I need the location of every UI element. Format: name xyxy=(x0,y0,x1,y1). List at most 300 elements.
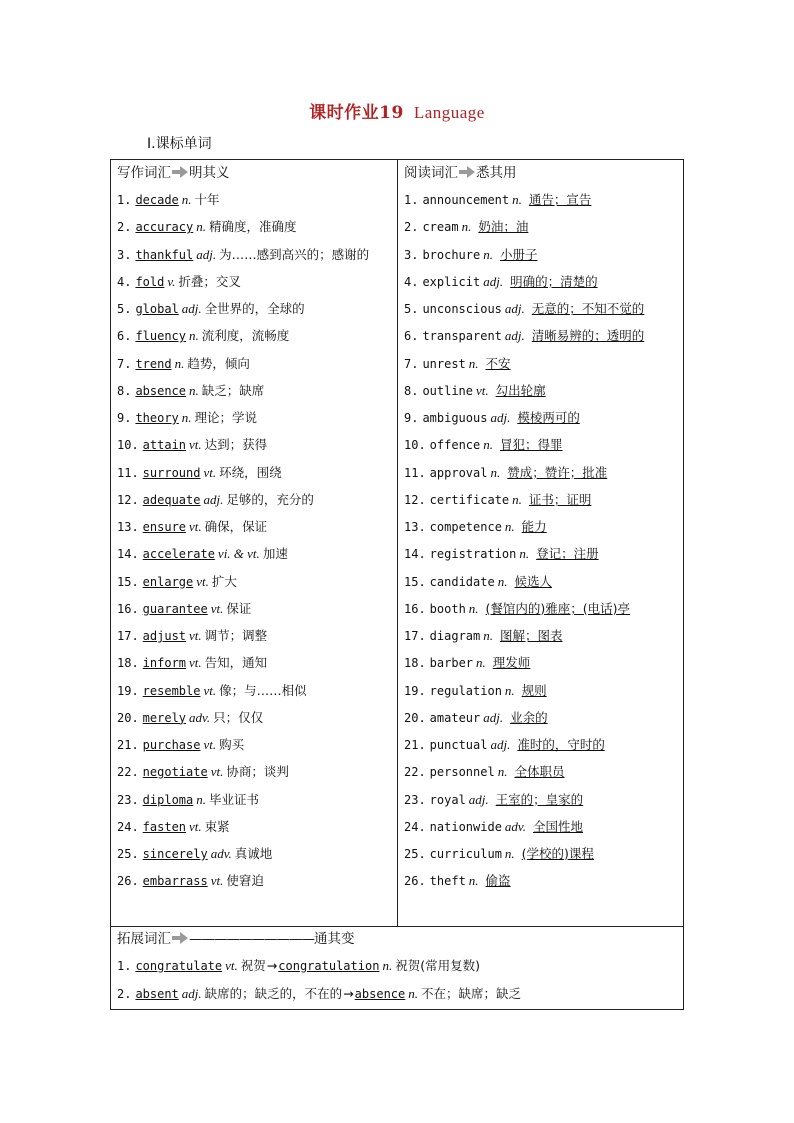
item-number: 15. xyxy=(404,574,426,589)
item-number: 2. xyxy=(404,220,419,235)
list-item xyxy=(117,731,393,758)
word-meaning: 理论；学说 xyxy=(194,410,258,425)
part-of-speech: n. xyxy=(196,791,206,807)
item-number: 2. xyxy=(117,987,132,1001)
section-heading: Ⅰ.课标单词 xyxy=(147,136,212,152)
part-of-speech: n. xyxy=(483,246,493,262)
part-of-speech: v. xyxy=(167,273,176,289)
word-meaning: 登记；注册 xyxy=(536,546,599,562)
part-of-speech: n. xyxy=(504,682,515,698)
word-meaning: 能力 xyxy=(521,519,547,534)
header-label: 拓展词汇 xyxy=(117,931,171,947)
part-of-speech: n. xyxy=(174,355,185,371)
title-sub: Language xyxy=(413,103,485,122)
part-of-speech: n. xyxy=(483,628,493,643)
word-meaning: 准时的，守时的 xyxy=(517,737,605,752)
vocab-word: ambiguous xyxy=(422,411,488,425)
vocab-word: curriculum xyxy=(429,847,502,861)
word-meaning: 告知，通知 xyxy=(204,655,268,671)
header-label: 阅读词汇 xyxy=(404,165,458,181)
item-number: 19. xyxy=(117,683,139,698)
part-of-speech: n. xyxy=(497,764,508,780)
item-number: 6. xyxy=(404,329,419,344)
item-number: 1. xyxy=(404,193,419,207)
part-of-speech: vt. xyxy=(210,764,224,780)
extension-vocab-header xyxy=(117,926,677,952)
vocab-word: diploma xyxy=(142,792,194,807)
item-number: 1. xyxy=(117,193,132,207)
vocab-word: thankful xyxy=(135,247,194,262)
part-of-speech: adj. xyxy=(483,273,504,289)
word-meaning: 加速 xyxy=(262,546,288,562)
part-of-speech: n. xyxy=(476,655,486,671)
vocab-word: cream xyxy=(422,220,459,235)
word-meaning: 协商；谈判 xyxy=(226,764,289,780)
part-of-speech: vt. xyxy=(476,382,489,398)
vocab-word: royal xyxy=(429,792,466,807)
list-item xyxy=(404,731,680,758)
list-item xyxy=(117,677,393,704)
word-meaning: 使窘迫 xyxy=(226,873,264,889)
vocab-word: purchase xyxy=(142,738,201,752)
word-meaning: 全国性地 xyxy=(532,818,583,834)
vocab-word: negotiate xyxy=(142,765,208,780)
item-number: 13. xyxy=(117,520,139,534)
item-number: 8. xyxy=(404,383,419,398)
list-item xyxy=(117,404,393,431)
word-meaning: 通告；宣告 xyxy=(528,192,592,207)
item-number: 12. xyxy=(404,492,426,507)
word-meaning: 折叠；交叉 xyxy=(178,273,241,289)
part-of-speech: n. xyxy=(468,600,479,616)
vocab-word: ensure xyxy=(142,520,187,534)
part-of-speech: adj. xyxy=(468,791,489,807)
vocab-word: inform xyxy=(142,656,187,671)
item-number: 19. xyxy=(404,683,426,698)
part-of-speech: n. xyxy=(512,192,522,207)
vocab-word: diagram xyxy=(429,629,481,643)
vocab-word: unconscious xyxy=(422,302,502,316)
part-of-speech: adj. xyxy=(490,737,511,752)
word-meaning: 图解；图表 xyxy=(500,628,563,643)
part-of-speech: n. xyxy=(181,410,192,425)
vocab-word: guarantee xyxy=(142,601,208,616)
arrow-right-icon: → xyxy=(343,986,354,1001)
item-number: 20. xyxy=(117,710,139,725)
arrow-right-icon xyxy=(459,166,475,178)
list-item xyxy=(117,622,393,649)
list-item xyxy=(117,268,393,295)
list-item xyxy=(117,459,393,486)
item-number: 23. xyxy=(117,792,139,807)
word-meaning: 确保，保证 xyxy=(204,519,268,534)
part-of-speech: adj. xyxy=(504,328,525,344)
word-meaning: 明确的；清楚的 xyxy=(510,273,598,289)
list-item xyxy=(117,952,677,980)
part-of-speech: n. xyxy=(408,986,418,1001)
vocab-word: fold xyxy=(135,274,165,289)
item-number: 14. xyxy=(404,547,426,562)
vocab-word: outline xyxy=(422,383,474,398)
part-of-speech: n. xyxy=(504,846,515,861)
list-item xyxy=(404,568,680,595)
part-of-speech: adj. xyxy=(203,491,224,507)
list-item xyxy=(404,322,680,349)
item-number: 5. xyxy=(404,302,419,316)
vocab-word: approval xyxy=(429,465,488,480)
word-meaning: 真诚地 xyxy=(234,846,273,861)
word-meaning: 全世界的，全球的 xyxy=(204,301,305,316)
reading-vocab-column xyxy=(404,160,680,895)
list-item xyxy=(404,813,680,840)
word-meaning: 小册子 xyxy=(499,246,538,262)
part-of-speech: vt. xyxy=(189,519,202,534)
item-number: 3. xyxy=(404,247,419,262)
vocab-word: personnel xyxy=(429,765,495,780)
list-item xyxy=(404,213,680,240)
word-meaning: 清晰易辨的；透明的 xyxy=(531,328,645,344)
list-item xyxy=(404,377,680,404)
word-meaning: 证书；证明 xyxy=(528,491,592,507)
part-of-speech: adv. xyxy=(189,709,211,725)
list-item xyxy=(404,241,680,268)
part-of-speech: n. xyxy=(181,192,192,207)
list-item xyxy=(117,540,393,567)
vocab-word: enlarge xyxy=(142,574,194,589)
part-of-speech: n. xyxy=(504,519,515,534)
vocab-word: fluency xyxy=(135,329,187,344)
list-item xyxy=(117,377,393,404)
vocab-word: competence xyxy=(429,520,502,534)
page-title xyxy=(0,98,794,123)
item-number: 4. xyxy=(117,274,132,289)
word-meaning: 王室的；皇家的 xyxy=(495,791,584,807)
part-of-speech: n. xyxy=(196,219,206,235)
word-meaning: 候选人 xyxy=(514,573,552,589)
column-divider xyxy=(397,160,398,926)
vocab-word: absence xyxy=(135,383,187,398)
vocab-word: candidate xyxy=(429,574,495,589)
header-label: 明其义 xyxy=(189,165,230,181)
part-of-speech: n. xyxy=(468,355,479,371)
list-item xyxy=(117,431,393,458)
part-of-speech: vt. xyxy=(210,600,224,616)
word-meaning: 不在；缺席；缺乏 xyxy=(421,986,522,1001)
vocab-word: regulation xyxy=(429,683,502,698)
item-number: 22. xyxy=(404,765,426,780)
item-number: 21. xyxy=(404,738,426,752)
part-of-speech: adj. xyxy=(181,301,202,316)
part-of-speech: n. xyxy=(519,546,530,562)
item-number: 4. xyxy=(404,274,419,289)
list-item xyxy=(117,486,393,513)
writing-vocab-header xyxy=(117,160,393,186)
word-meaning: 只；仅仅 xyxy=(213,709,264,725)
word-meaning: 理发师 xyxy=(492,655,531,671)
item-number: 11. xyxy=(117,465,139,480)
item-number: 9. xyxy=(404,411,419,425)
part-of-speech: adv. xyxy=(210,846,232,861)
list-item xyxy=(404,540,680,567)
word-meaning: 为……感到高兴的；感谢的 xyxy=(219,246,370,262)
list-item xyxy=(404,649,680,676)
vocab-word: surround xyxy=(142,465,201,480)
word-meaning: 调节；调整 xyxy=(204,628,268,643)
word-meaning: 缺乏；缺席 xyxy=(201,382,265,398)
part-of-speech: vt. xyxy=(203,464,217,480)
list-item xyxy=(404,622,680,649)
writing-vocab-column xyxy=(117,160,393,895)
part-of-speech: vt. xyxy=(189,818,202,834)
item-number: 2. xyxy=(117,220,132,235)
list-item xyxy=(117,295,393,322)
word-meaning: 规则 xyxy=(521,682,547,698)
part-of-speech: n. xyxy=(189,328,199,344)
extension-vocab-section xyxy=(117,926,677,1008)
list-item xyxy=(117,322,393,349)
part-of-speech: vt. xyxy=(210,873,224,889)
vocab-word: amateur xyxy=(429,710,481,725)
word-meaning: 像；与……相似 xyxy=(219,682,307,698)
word-meaning: 趋势，倾向 xyxy=(187,355,250,371)
word-meaning: 束紧 xyxy=(204,818,230,834)
word-meaning: 业余的 xyxy=(510,709,548,725)
list-item xyxy=(117,568,393,595)
word-meaning: 扩大 xyxy=(211,573,237,589)
part-of-speech: n. xyxy=(490,464,501,480)
word-meaning: 冒犯；得罪 xyxy=(500,437,563,453)
item-number: 26. xyxy=(404,874,426,889)
item-number: 24. xyxy=(117,819,139,834)
word-meaning: 祝贺(常用复数) xyxy=(395,958,480,973)
vocab-word: theft xyxy=(429,874,466,889)
list-item xyxy=(404,786,680,813)
word-meaning: 环绕，围绕 xyxy=(219,464,282,480)
list-item xyxy=(117,595,393,622)
item-number: 26. xyxy=(117,874,139,889)
part-of-speech: vt. xyxy=(225,958,238,973)
part-of-speech: n. xyxy=(483,437,493,453)
word-meaning: 保证 xyxy=(226,600,252,616)
list-item xyxy=(404,486,680,513)
word-meaning: 奶油；油 xyxy=(478,219,529,235)
vocab-word: resemble xyxy=(142,683,201,698)
header-label: 通其变 xyxy=(314,931,355,947)
word-meaning: 不安 xyxy=(485,355,511,371)
part-of-speech: vt. xyxy=(203,737,217,752)
vocab-table xyxy=(110,159,684,1010)
item-number: 17. xyxy=(117,629,139,643)
list-item xyxy=(117,186,393,213)
list-item xyxy=(404,513,680,540)
item-number: 14. xyxy=(117,547,139,562)
part-of-speech: n. xyxy=(189,382,199,398)
item-number: 5. xyxy=(117,302,132,316)
list-item xyxy=(117,513,393,540)
word-meaning: 足够的，充分的 xyxy=(226,491,314,507)
vocab-word: brochure xyxy=(422,247,481,262)
word-meaning: 无意的；不知不觉的 xyxy=(531,301,645,316)
vocab-word: merely xyxy=(142,710,187,725)
header-label: 写作词汇 xyxy=(117,165,171,181)
list-item xyxy=(404,295,680,322)
list-item xyxy=(117,350,393,377)
list-item xyxy=(404,677,680,704)
reading-vocab-header xyxy=(404,160,680,186)
list-item xyxy=(117,241,393,268)
list-item xyxy=(404,459,680,486)
header-blank: —————————— xyxy=(189,931,314,947)
vocab-word: accelerate xyxy=(142,547,215,562)
vocab-word: decade xyxy=(135,193,179,207)
item-number: 3. xyxy=(117,247,132,262)
vocab-word: congratulate xyxy=(135,959,223,973)
vocab-word: absent xyxy=(135,987,179,1001)
word-meaning: 赞成；赞许；批准 xyxy=(507,464,608,480)
list-item xyxy=(404,840,680,867)
part-of-speech: vt. xyxy=(189,437,202,453)
part-of-speech: adj. xyxy=(196,246,217,262)
item-number: 25. xyxy=(404,847,426,861)
word-meaning: 全体职员 xyxy=(514,764,565,780)
list-item xyxy=(117,786,393,813)
vocab-word: adjust xyxy=(142,629,187,643)
item-number: 21. xyxy=(117,738,139,752)
vocab-word: transparent xyxy=(422,329,502,344)
part-of-speech: n. xyxy=(497,573,508,589)
vocab-word: booth xyxy=(429,601,466,616)
vocab-word: announcement xyxy=(422,193,510,207)
word-meaning: 毕业证书 xyxy=(209,791,260,807)
arrow-right-icon: → xyxy=(266,958,278,973)
item-number: 24. xyxy=(404,819,426,834)
item-number: 12. xyxy=(117,492,139,507)
word-meaning: (学校的)课程 xyxy=(521,846,594,861)
word-meaning: 祝贺 xyxy=(240,958,266,973)
vocab-word: explicit xyxy=(422,274,481,289)
part-of-speech: n. xyxy=(512,491,522,507)
derived-word: absence xyxy=(354,987,406,1001)
part-of-speech: n. xyxy=(382,958,393,973)
vocab-word: accuracy xyxy=(135,220,194,235)
list-item xyxy=(404,186,680,213)
list-item xyxy=(404,867,680,894)
part-of-speech: vt. xyxy=(189,628,202,643)
item-number: 17. xyxy=(404,629,426,643)
word-meaning: 模棱两可的 xyxy=(517,410,580,425)
list-item xyxy=(404,404,680,431)
arrow-right-icon xyxy=(172,166,188,178)
word-meaning: 偷盗 xyxy=(485,873,511,889)
part-of-speech: adj. xyxy=(483,709,504,725)
item-number: 16. xyxy=(404,601,426,616)
vocab-word: global xyxy=(135,302,179,316)
item-number: 18. xyxy=(117,656,139,671)
item-number: 10. xyxy=(117,438,139,453)
part-of-speech: adj. xyxy=(504,301,525,316)
vocab-word: embarrass xyxy=(142,874,208,889)
vocab-word: unrest xyxy=(422,356,466,371)
arrow-right-icon xyxy=(172,932,188,944)
vocab-word: offence xyxy=(429,438,481,453)
part-of-speech: vt. xyxy=(189,655,202,671)
vocab-word: punctual xyxy=(429,738,488,752)
word-meaning: (餐馆内的)雅座；(电话)亭 xyxy=(485,600,631,616)
list-item xyxy=(404,350,680,377)
derived-word: congratulation xyxy=(278,959,380,973)
item-number: 10. xyxy=(404,438,426,453)
vocab-word: trend xyxy=(135,356,172,371)
title-main: 课时作业19 xyxy=(309,103,404,123)
item-number: 18. xyxy=(404,656,426,671)
vocab-word: barber xyxy=(429,656,474,671)
word-meaning: 购买 xyxy=(219,737,245,752)
item-number: 9. xyxy=(117,411,132,425)
item-number: 13. xyxy=(404,520,426,534)
item-number: 15. xyxy=(117,574,139,589)
word-meaning: 缺席的；缺乏的，不在的 xyxy=(204,986,343,1001)
word-meaning: 精确度，准确度 xyxy=(208,219,297,235)
item-number: 6. xyxy=(117,329,132,344)
item-number: 22. xyxy=(117,765,139,780)
list-item xyxy=(117,704,393,731)
vocab-word: nationwide xyxy=(429,819,502,834)
list-item xyxy=(404,595,680,622)
list-item xyxy=(404,758,680,785)
list-item xyxy=(404,268,680,295)
vocab-word: attain xyxy=(142,438,187,453)
vocab-word: sincerely xyxy=(142,847,208,861)
list-item xyxy=(404,431,680,458)
part-of-speech: adj. xyxy=(490,410,511,425)
list-item xyxy=(117,867,393,894)
list-item xyxy=(117,840,393,867)
part-of-speech: adj. xyxy=(181,986,202,1001)
word-meaning: 达到；获得 xyxy=(204,437,268,453)
list-item xyxy=(117,813,393,840)
item-number: 11. xyxy=(404,465,426,480)
part-of-speech: vi. & vt. xyxy=(217,546,260,562)
list-item xyxy=(117,758,393,785)
item-number: 7. xyxy=(117,356,132,371)
header-label: 悉其用 xyxy=(476,165,517,181)
item-number: 16. xyxy=(117,601,139,616)
list-item xyxy=(117,649,393,676)
part-of-speech: n. xyxy=(461,219,472,235)
item-number: 25. xyxy=(117,847,139,861)
part-of-speech: vt. xyxy=(196,573,209,589)
list-item xyxy=(117,213,393,240)
list-item xyxy=(117,980,677,1008)
word-meaning: 十年 xyxy=(194,192,220,207)
vocab-word: fasten xyxy=(142,819,187,834)
word-meaning: 流利度，流畅度 xyxy=(201,328,290,344)
vocab-word: certificate xyxy=(429,492,510,507)
part-of-speech: adv. xyxy=(504,818,526,834)
item-number: 8. xyxy=(117,383,132,398)
item-number: 23. xyxy=(404,792,426,807)
vocab-word: registration xyxy=(429,547,517,562)
part-of-speech: vt. xyxy=(203,682,217,698)
list-item xyxy=(404,704,680,731)
item-number: 1. xyxy=(117,959,132,973)
word-meaning: 勾出轮廓 xyxy=(495,382,546,398)
vocab-word: theory xyxy=(135,411,179,425)
item-number: 7. xyxy=(404,356,419,371)
item-number: 20. xyxy=(404,710,426,725)
part-of-speech: n. xyxy=(468,873,479,889)
vocab-word: adequate xyxy=(142,492,201,507)
